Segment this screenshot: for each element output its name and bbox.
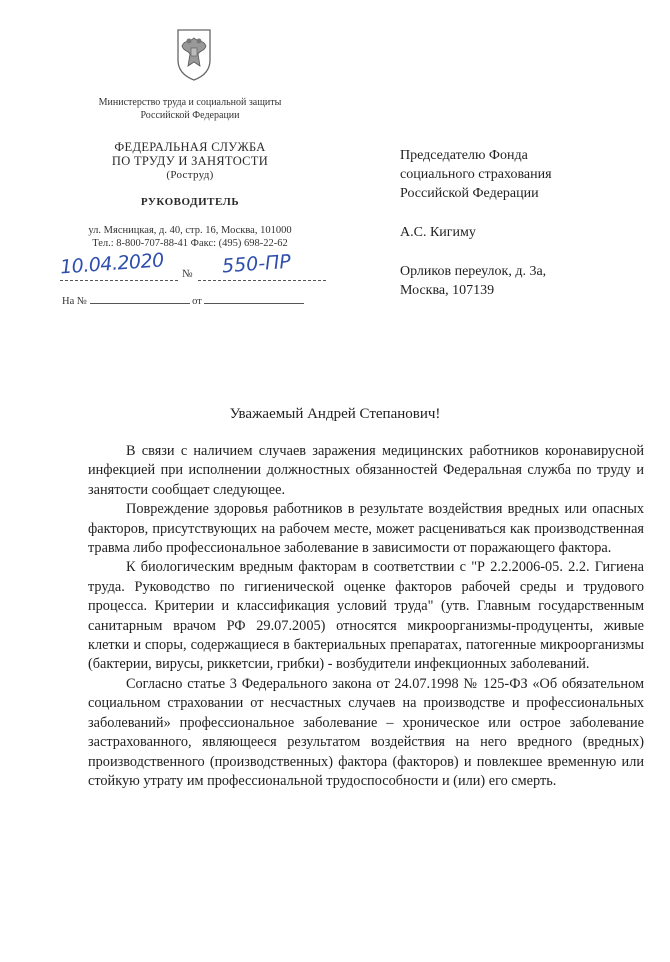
head-title: РУКОВОДИТЕЛЬ xyxy=(140,196,240,208)
sender-phones: Тел.: 8-800-707-88-41 Факс: (495) 698-22-62 xyxy=(92,238,288,249)
reply-label: На № xyxy=(62,296,87,307)
handwritten-number: 550-ПР xyxy=(221,250,292,278)
body-paragraph: В связи с наличием случаев заражения медицинских работников коронавирусной инфекцией при исполнении должностных обязанностей Федеральная служба по труду и занятости сообщает следующее. xyxy=(88,443,644,498)
reply-reference xyxy=(62,296,332,307)
body-paragraph: Согласно статье 3 Федерального закона от 24.07.1998 № 125-ФЗ «Об обязательном социальном страховании от несчастных случаев на производстве и профессиональных заболеваний» профессиональное заболевание – хроническое или острое заболевание застрахованного, являющееся результатом воздействия на него вредного (вредных) производственного (производственных) фактора (факторов) и повлекшее временную или стойкую утрату им профессиональной трудоспособности и (или) его смерть. xyxy=(88,675,644,789)
ministry-name xyxy=(40,96,340,122)
greeting: Уважаемый Андрей Степанович! xyxy=(229,406,441,422)
reply-from-blank xyxy=(204,303,304,304)
body-paragraph: Повреждение здоровья работников в результате воздействия вредных или опасных факторов, присутствующих на рабочем месте, может расцениваться как производственная травма либо профессиональное заболевание в зависимости от поражающего фактора. xyxy=(88,501,644,557)
addressee-address-line: Москва, 107139 xyxy=(400,283,495,298)
addressee-line: Председателю Фонда xyxy=(400,148,528,163)
ministry-line: Министерство труда и социальной защиты xyxy=(98,97,282,108)
addressee-name: А.С. Кигиму xyxy=(400,225,476,240)
reply-from-label: от xyxy=(192,296,202,307)
sender-street: ул. Мясницкая, д. 40, стр. 16, Москва, 101000 xyxy=(88,225,292,236)
service-abbrev: (Роструд) xyxy=(166,169,214,181)
addressee-block xyxy=(400,146,660,300)
letter-body xyxy=(88,442,644,791)
addressee-line: социального страхования xyxy=(400,167,552,182)
service-line: ПО ТРУДУ И ЗАНЯТОСТИ xyxy=(111,154,269,168)
coat-of-arms-emblem xyxy=(172,26,216,82)
addressee-line: Российской Федерации xyxy=(400,186,539,201)
sender-address xyxy=(40,224,340,250)
addressee-address-line: Орликов переулок, д. 3а, xyxy=(400,264,547,279)
service-line: ФЕДЕРАЛЬНАЯ СЛУЖБА xyxy=(114,140,266,154)
ministry-line: Российской Федерации xyxy=(140,110,240,121)
handwritten-date: 10.04.2020 xyxy=(59,249,165,279)
body-paragraph: К биологическим вредным факторам в соответствии с "Р 2.2.2006-05. 2.2. Гигиена труда. Руководство по гигиенической оценке факторов рабочей среды и трудового процесса. Критерии и классификация условий труда" (утв. Главным государственным санитарным врачом РФ 29.07.2005) относятся микроорганизмы-продуценты, живые клетки и споры, содержащиеся в бактериальных препаратах, патогенные микроорганизмы (бактерии, вирусы, риккетсии, грибки) - возбудители инфекционных заболеваний. xyxy=(88,559,644,673)
service-name xyxy=(40,140,340,182)
reply-blank xyxy=(90,303,190,304)
number-label: № xyxy=(182,268,193,280)
